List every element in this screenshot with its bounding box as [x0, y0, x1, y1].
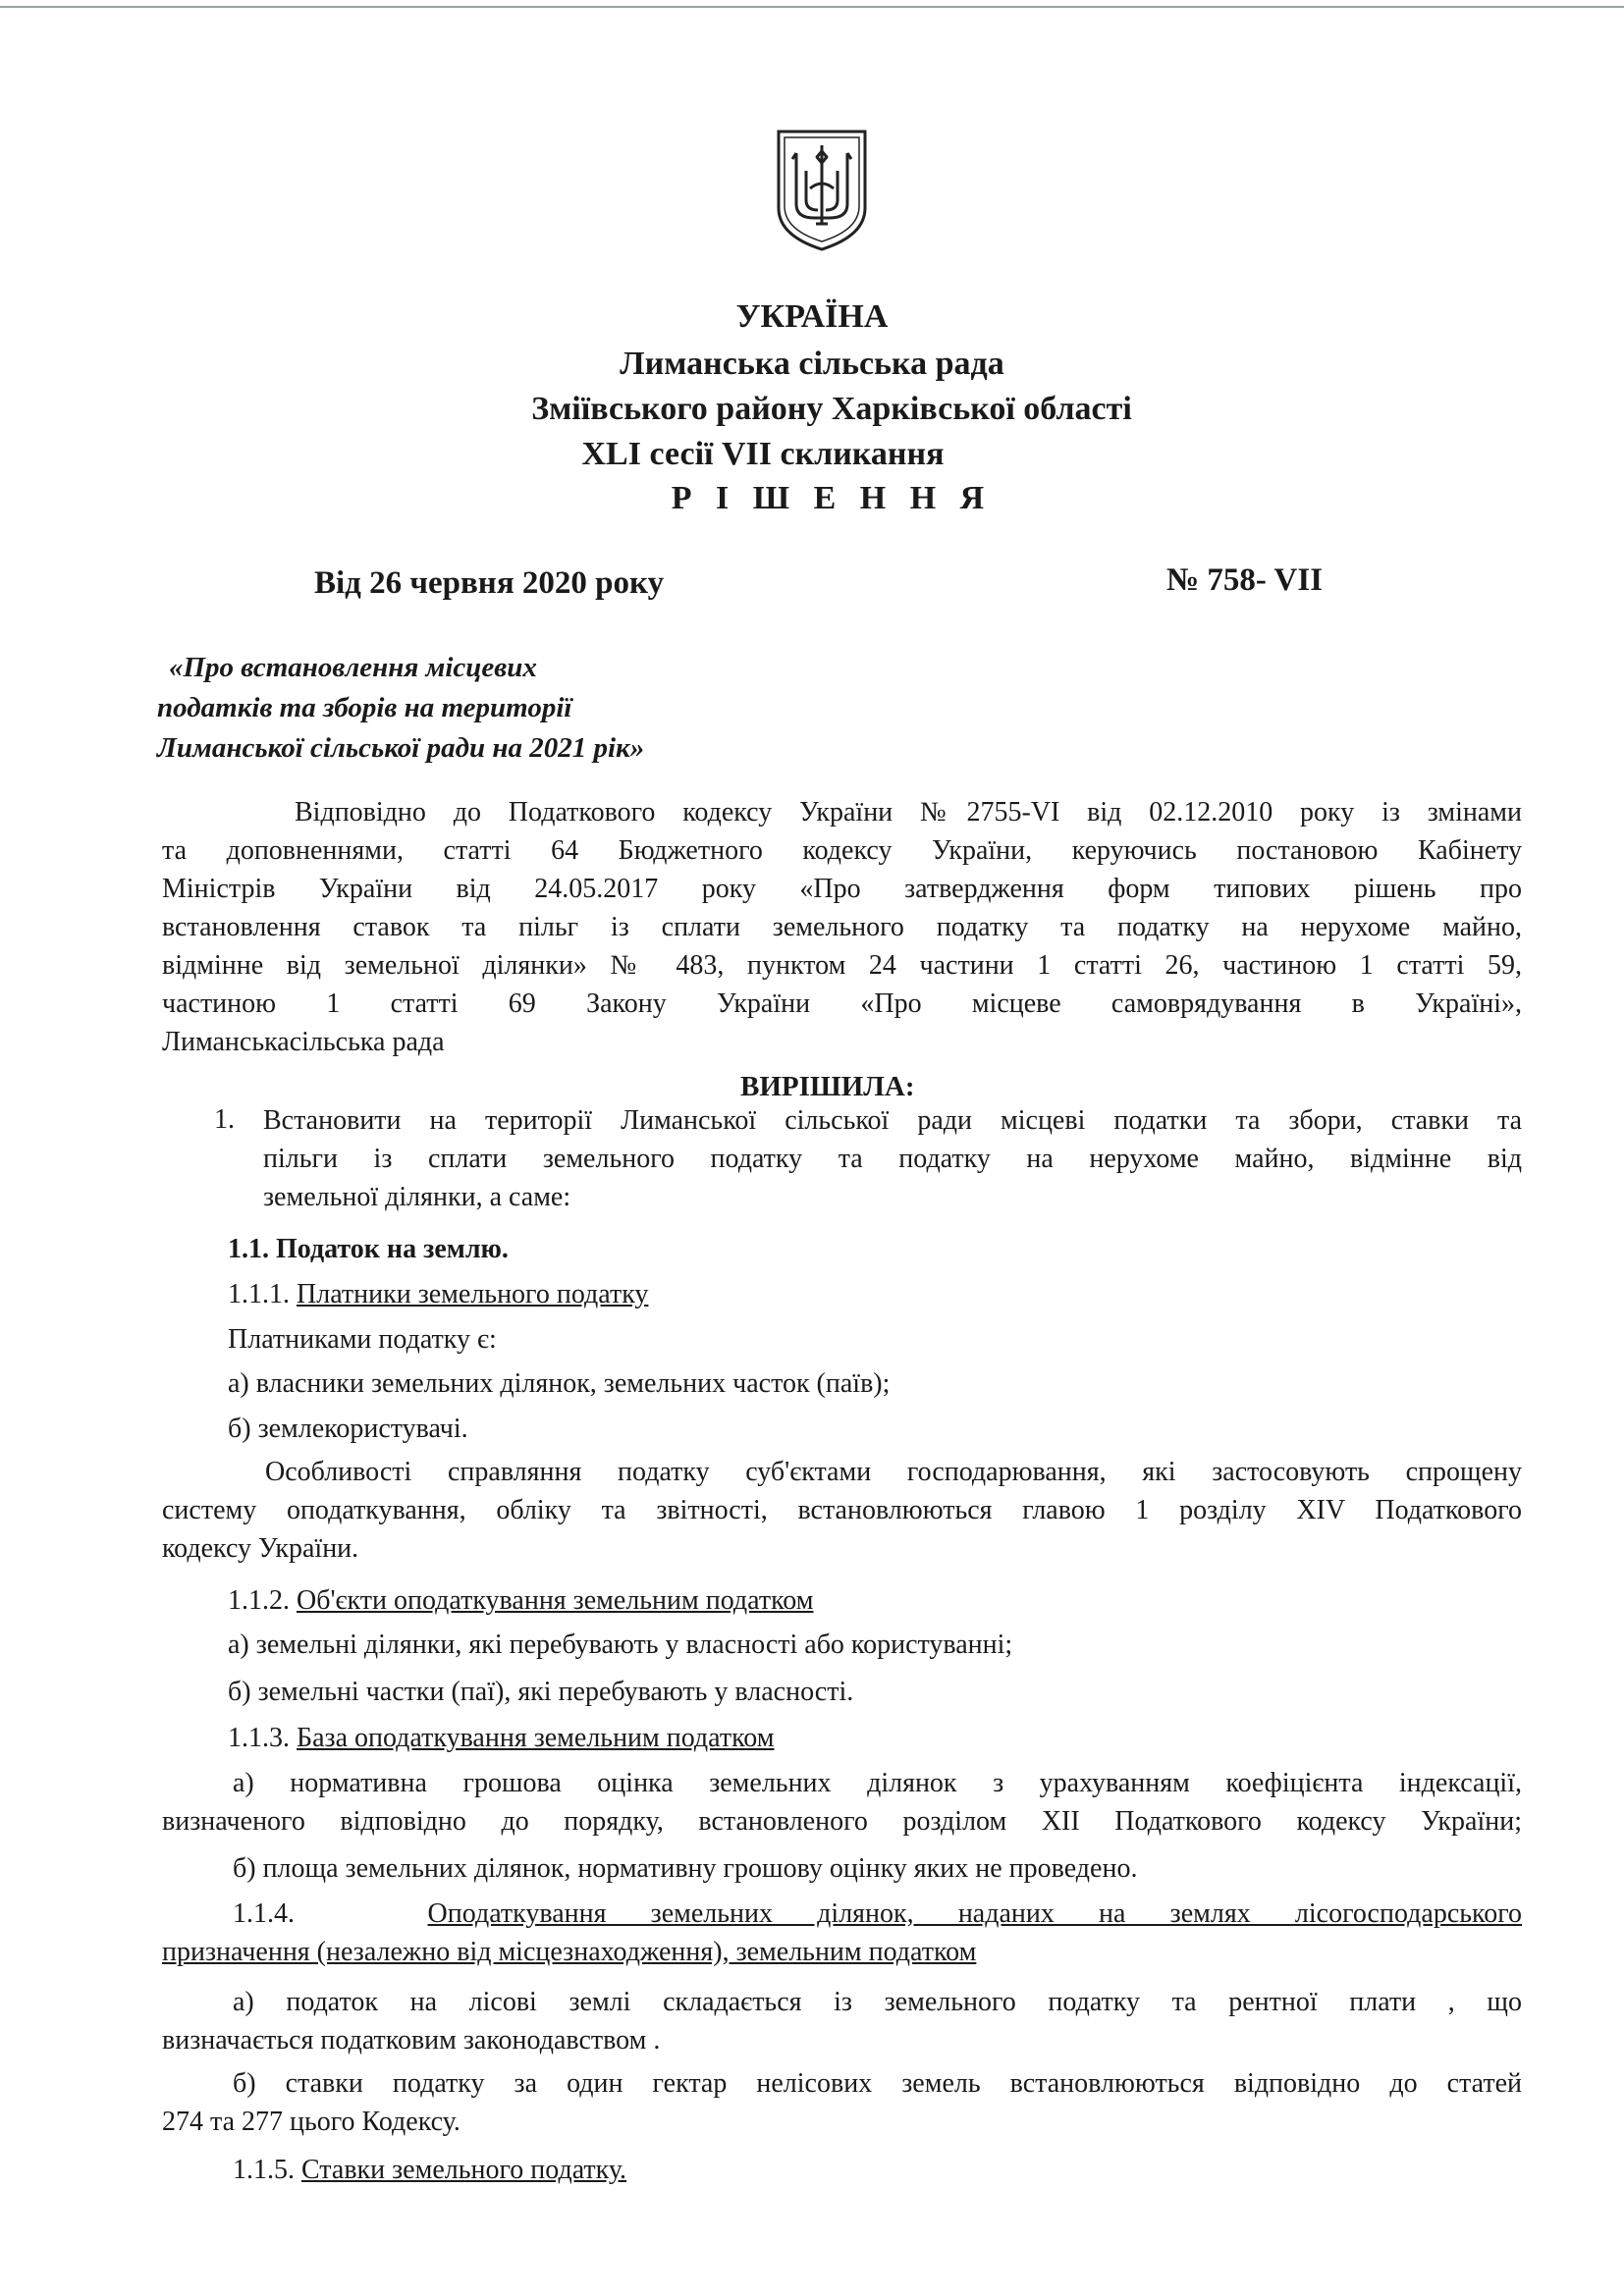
item-1 — [263, 1101, 1522, 1216]
header-country: УКРАЇНА — [735, 298, 889, 335]
paragraph-line: а) нормативна грошова оцінка земельних ділянок з урахуванням коефіцієнта індексації, — [233, 1768, 1522, 1798]
section-1-1-4-heading — [162, 1895, 1522, 1971]
section-title: Об'єкти оподаткування земельним податком — [297, 1585, 814, 1616]
payers-intro: Платниками податку є: — [228, 1324, 497, 1355]
section-title: Ставки земельного податку. — [301, 2155, 627, 2185]
objects-item-a: а) земельні ділянки, які перебувають у власності або користуванні; — [228, 1629, 1013, 1660]
paragraph-line: а) податок на лісові землі складається із земельного податку та рентної плати , що — [233, 1987, 1522, 2017]
forest-item-b — [162, 2064, 1522, 2141]
base-item-b: б) площа земельних ділянок, нормативну грошову оцінку яких не проведено. — [233, 1853, 1138, 1884]
item-1-number: 1. — [214, 1104, 235, 1135]
preamble-line: відмінне від земельної ділянки» № 483, пунктом 24 частини 1 статті 26, частиною 1 статті 59, — [162, 950, 1522, 981]
preamble-line: частиною 1 статті 69 Закону України «Про місцеве самоврядування в Україні», — [162, 988, 1522, 1019]
payers-special-paragraph — [162, 1453, 1522, 1568]
title-line: Лиманської сільської ради на 2021 рік» — [157, 732, 645, 764]
preamble-line: та доповненнями, статті 64 Бюджетного кодексу України, керуючись постановою Кабінету — [162, 835, 1522, 866]
header-session: XLI сесії VII скликання — [581, 436, 945, 472]
paragraph-line: систему оподаткування, обліку та звітності, встановлюються главою 1 розділу XIV Податкового — [162, 1495, 1522, 1525]
preamble-line: Лиманськасільська рада — [162, 1027, 445, 1057]
section-number: 1.1.2. — [228, 1585, 290, 1616]
paragraph-line: Особливості справляння податку суб'єктами господарювання, які застосовують спрощену — [265, 1457, 1522, 1487]
item-1-line: земельної ділянки, а саме: — [263, 1182, 571, 1212]
section-title: Оподаткування земельних ділянок, наданих на землях лісогосподарського — [427, 1898, 1522, 1929]
base-item-a — [162, 1764, 1522, 1841]
forest-item-a — [162, 1983, 1522, 2059]
title-line: «Про встановлення місцевих — [169, 652, 537, 683]
decision-title — [157, 648, 644, 769]
preamble-line: Відповідно до Податкового кодексу України №2755-VI від 02.12.2010 року із змінами — [295, 797, 1522, 828]
paragraph-line: б) ставки податку за один гектар нелісових земель встановлюються відповідно до статей — [233, 2068, 1522, 2099]
section-number: 1.1.4. — [233, 1898, 295, 1929]
section-title: Платники земельного податку — [297, 1279, 649, 1309]
section-1-1-heading: 1.1. Податок на землю. — [228, 1234, 509, 1264]
section-number: 1.1.3. — [228, 1723, 290, 1753]
header-district: Зміївського району Харківської області — [531, 391, 1132, 427]
decision-number: № 758- VII — [1166, 562, 1324, 598]
section-title: База оподаткування земельним податком — [297, 1723, 775, 1753]
paragraph-line: кодексу України. — [162, 1533, 359, 1564]
header-council: Лиманська сільська рада — [620, 346, 1004, 382]
section-number: 1.1.5. — [233, 2155, 295, 2185]
title-line: податків та зборів на території — [157, 692, 572, 723]
paragraph-line: визначеного відповідно до порядку, встановленого розділом XII Податкового кодексу України; — [162, 1806, 1522, 1837]
heading-line: призначення (незалежно від місцезнаходження), земельним податком — [162, 1937, 977, 1967]
preamble — [162, 793, 1522, 1061]
paragraph-line: 274 та 277 цього Кодексу. — [162, 2107, 460, 2137]
item-1-line: Встановити на території Лиманської сільської ради місцеві податки та збори, ставки та — [263, 1105, 1522, 1136]
section-1-1-1-heading — [228, 1276, 648, 1313]
section-1-1-3-heading — [228, 1720, 775, 1757]
preamble-line: встановлення ставок та пільг із сплати земельного податку та податку на нерухоме майно, — [162, 912, 1522, 942]
section-1-1-2-heading — [228, 1582, 813, 1620]
section-number: 1.1.1. — [228, 1279, 290, 1309]
preamble-line: Міністрів України від 24.05.2017 року «Про затвердження форм типових рішень про — [162, 874, 1522, 904]
header-doc-type: Р І Ш Е Н Н Я — [671, 480, 993, 516]
scan-edge-line — [0, 6, 1624, 8]
decision-date: Від 26 червня 2020 року — [314, 565, 665, 601]
coat-of-arms-icon — [775, 128, 869, 253]
paragraph-line: визначається податковим законодавством . — [162, 2025, 661, 2056]
payers-item-b: б) землекористувачі. — [228, 1414, 468, 1444]
objects-item-b: б) земельні частки (паї), які перебувають у власності. — [228, 1677, 854, 1707]
decided-heading: ВИРІШИЛА: — [740, 1071, 915, 1102]
payers-item-a: а) власники земельних ділянок, земельних часток (паїв); — [228, 1368, 891, 1399]
section-1-1-5-heading — [233, 2152, 626, 2189]
heading-line — [162, 1895, 1522, 1933]
item-1-line: пільги із сплати земельного податку та податку на нерухоме майно, відмінне від — [263, 1144, 1522, 1174]
